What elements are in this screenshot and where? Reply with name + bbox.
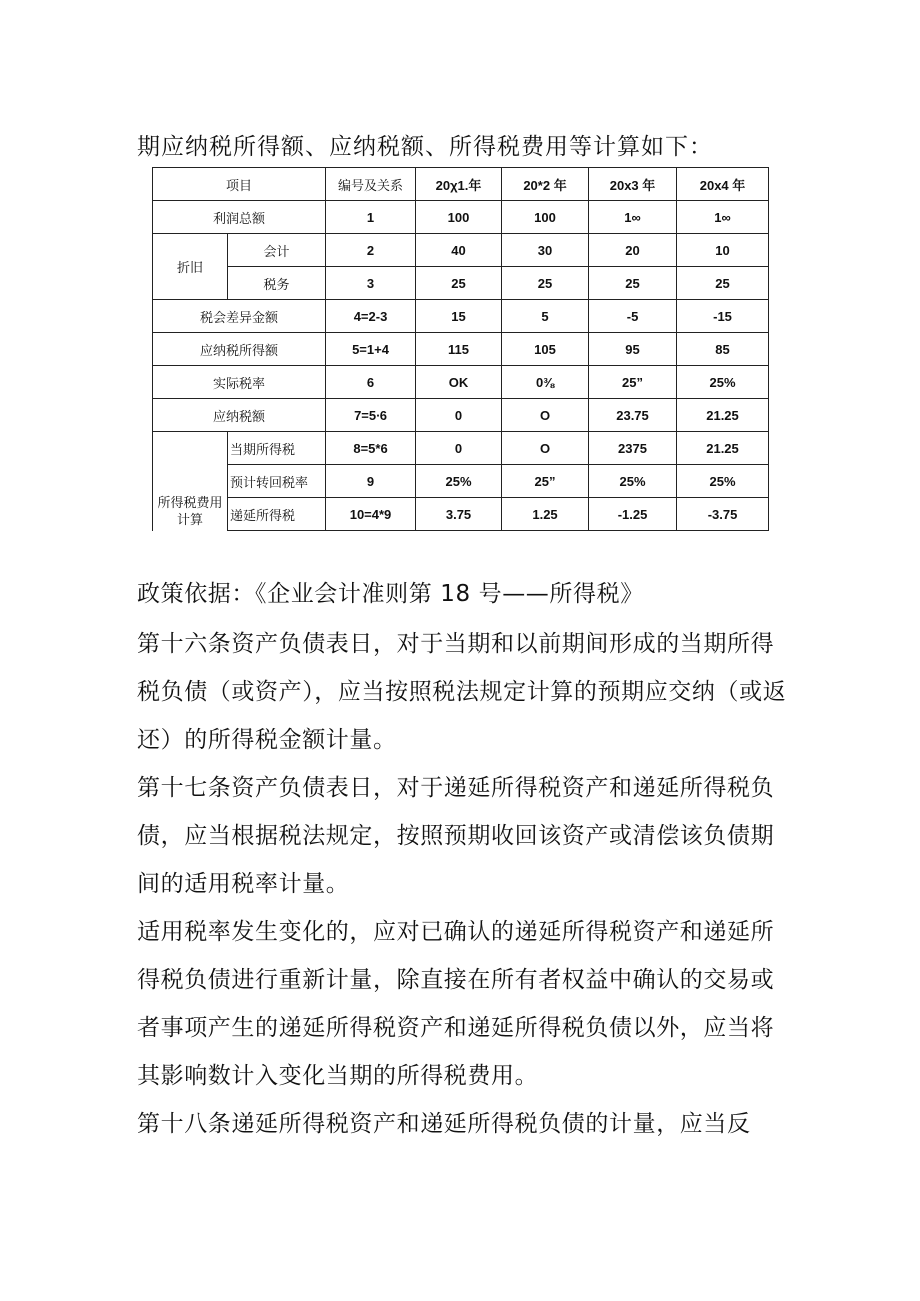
cell: 100	[416, 201, 502, 234]
header-item: 项目	[153, 168, 326, 201]
cell: 25”	[589, 366, 677, 399]
cell: 21.25	[677, 399, 769, 432]
table-row	[153, 267, 769, 300]
row-label: 实际税率	[153, 366, 326, 399]
cell: O	[502, 399, 589, 432]
header-code: 编号及关系	[326, 168, 416, 201]
cell: 1∞	[677, 201, 769, 234]
cell: 0	[416, 399, 502, 432]
policy-section	[137, 570, 787, 1148]
table-row	[153, 234, 769, 267]
row-code: 6	[326, 366, 416, 399]
row-label: 会计	[228, 234, 326, 267]
cell: 25%	[677, 366, 769, 399]
cell: 0⅜	[502, 366, 589, 399]
cell: -1.25	[589, 498, 677, 531]
row-code: 10=4*9	[326, 498, 416, 531]
row-code: 2	[326, 234, 416, 267]
header-year-2: 20*2 年	[502, 168, 589, 201]
cell: -5	[589, 300, 677, 333]
cell: 25%	[416, 465, 502, 498]
header-year-1: 20χ1.年	[416, 168, 502, 201]
cell: -3.75	[677, 498, 769, 531]
cell: 25	[416, 267, 502, 300]
row-code: 3	[326, 267, 416, 300]
intro-text: 期应纳税所得额、应纳税额、所得税费用等计算如下：	[137, 134, 713, 160]
cell: OK	[416, 366, 502, 399]
depreciation-group-label: 折旧	[153, 234, 228, 300]
cell: 25%	[677, 465, 769, 498]
cell: 15	[416, 300, 502, 333]
cell: 85	[677, 333, 769, 366]
cell: 1∞	[589, 201, 677, 234]
cell: 23.75	[589, 399, 677, 432]
row-code: 9	[326, 465, 416, 498]
table-row	[153, 201, 769, 234]
cell: 1.25	[502, 498, 589, 531]
row-label: 利润总额	[153, 201, 326, 234]
header-year-4: 20x4 年	[677, 168, 769, 201]
table-row	[153, 399, 769, 432]
tax-expense-group-label: 所得税费用计算	[153, 432, 228, 531]
cell: 25	[677, 267, 769, 300]
table-header-row	[153, 168, 769, 201]
cell: -15	[677, 300, 769, 333]
cell: 21.25	[677, 432, 769, 465]
policy-article-16: 第十六条资产负债表日，对于当期和以前期间形成的当期所得税负债（或资产），应当按照税法规定计算的预期应交纳（或返还）的所得税金额计量。	[137, 631, 787, 753]
row-code: 8=5*6	[326, 432, 416, 465]
cell: 10	[677, 234, 769, 267]
row-code: 5=1+4	[326, 333, 416, 366]
cell: 25	[589, 267, 677, 300]
row-code: 4=2-3	[326, 300, 416, 333]
policy-rate-change: 适用税率发生变化的，应对已确认的递延所得税资产和递延所得税负债进行重新计量，除直接在所有者权益中确认的交易或者事项产生的递延所得税资产和递延所得税负债以外，应当将其影响数计入变化当期的所得税费用。	[137, 919, 775, 1089]
table-row	[153, 333, 769, 366]
cell: 100	[502, 201, 589, 234]
cell: 105	[502, 333, 589, 366]
table-row	[153, 498, 769, 531]
table-row	[153, 366, 769, 399]
cell: 115	[416, 333, 502, 366]
row-label: 当期所得税	[228, 432, 326, 465]
policy-title: 政策依据：《企业会计准则第 18 号——所得税》	[137, 581, 644, 607]
row-label: 应纳税所得额	[153, 333, 326, 366]
row-label: 预计转回税率	[228, 465, 326, 498]
cell: 25”	[502, 465, 589, 498]
header-year-3: 20x3 年	[589, 168, 677, 201]
policy-article-17: 第十七条资产负债表日，对于递延所得税资产和递延所得税负债，应当根据税法规定，按照预期收回该资产或清偿该负债期间的适用税率计量。	[137, 775, 775, 897]
table-row	[153, 300, 769, 333]
cell: 25	[502, 267, 589, 300]
row-code: 1	[326, 201, 416, 234]
cell: O	[502, 432, 589, 465]
table-row	[153, 432, 769, 465]
cell: 40	[416, 234, 502, 267]
cell: 5	[502, 300, 589, 333]
cell: 0	[416, 432, 502, 465]
cell: 30	[502, 234, 589, 267]
row-label: 应纳税额	[153, 399, 326, 432]
policy-article-18: 第十八条递延所得税资产和递延所得税负债的计量，应当反	[137, 1111, 751, 1137]
row-code: 7=5∙6	[326, 399, 416, 432]
cell: 95	[589, 333, 677, 366]
cell: 25%	[589, 465, 677, 498]
cell: 3.75	[416, 498, 502, 531]
cell: 20	[589, 234, 677, 267]
table-row	[153, 465, 769, 498]
row-label: 税务	[228, 267, 326, 300]
cell: 2375	[589, 432, 677, 465]
row-label: 递延所得税	[228, 498, 326, 531]
row-label: 税会差异金额	[153, 300, 326, 333]
tax-calculation-table	[152, 167, 769, 531]
